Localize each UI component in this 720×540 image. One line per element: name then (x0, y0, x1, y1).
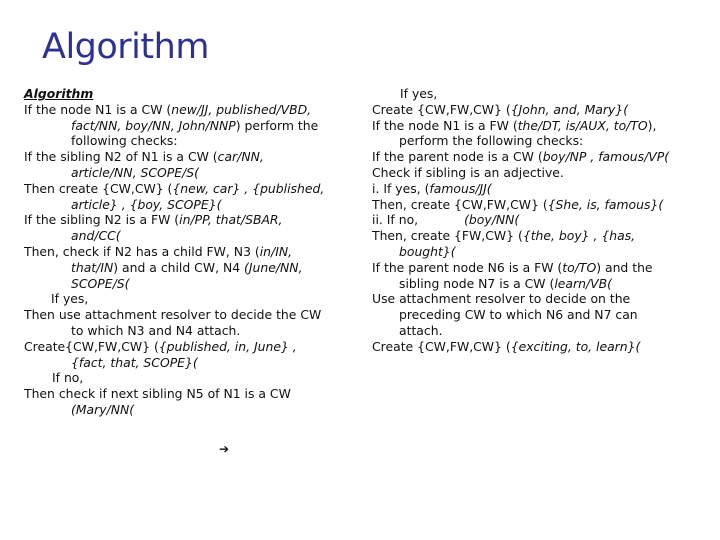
text-line: Then, check if N2 has a child FW, N3 (in/IN, (24, 243, 293, 259)
text-line: Create {CW,FW,CW} ({exciting, to, learn}( (372, 338, 641, 354)
right-column (372, 86, 697, 355)
text-line: If the parent node is a CW (boy/NP , famous/VP( (372, 149, 670, 165)
text-line: Create {CW,FW,CW} ({John, and, Mary}( (372, 101, 629, 117)
text-line: that/IN) and a child CW, N4 (June/NN, (71, 259, 303, 275)
text-line: If the node N1 is a CW (new/JJ, published/VBD, (24, 101, 312, 117)
right-arrow-icon: ➔ (219, 442, 230, 456)
text-line: (Mary/NN( (71, 401, 135, 417)
text-line: If the sibling N2 is a FW (in/PP, that/SBAR, (24, 212, 283, 228)
text-line: preceding CW to which N6 and N7 can (399, 307, 638, 323)
text-line: If yes, (51, 291, 89, 307)
text-line: Create{CW,FW,CW} ({published, in, June} , (24, 338, 297, 354)
text-line: Then create {CW,CW} ({new, car} , {published, (24, 180, 325, 196)
text-line: perform the following checks: (399, 133, 584, 149)
text-line: article/NN, SCOPE/S( (71, 164, 199, 180)
text-line: Then, create {FW,CW} ({the, boy} , {has, (372, 228, 636, 244)
slide-title: Algorithm (42, 27, 209, 67)
text-line: Then check if next sibling N5 of N1 is a CW (24, 386, 291, 402)
text-line: Use attachment resolver to decide on the (372, 291, 631, 307)
text-line: i. If yes, (famous/JJ( (372, 180, 492, 196)
text-line: If the node N1 is a FW (the/DT, is/AUX, to/TO), (372, 117, 657, 133)
text-line: If yes, (400, 86, 438, 101)
text-line: fact/NN, boy/NN, John/NNP) perform the (71, 117, 319, 133)
text-line: sibling node N7 is a CW (learn/VB( (399, 275, 612, 291)
text-line: If no, (52, 370, 84, 386)
text-line: and/CC( (71, 228, 121, 244)
text-line: article} , {boy, SCOPE}( (71, 196, 222, 212)
text-line: to which N3 and N4 attach. (71, 322, 241, 338)
text-line: {fact, that, SCOPE}( (71, 354, 198, 370)
text-line: If the parent node N6 is a FW (to/TO) and the (372, 259, 653, 275)
text-line: SCOPE/S( (71, 275, 130, 291)
text-line: Then, create {CW,FW,CW} ({She, is, famous}( (372, 196, 664, 212)
text-line: Check if sibling is an adjective. (372, 164, 564, 180)
text-line: attach. (399, 322, 443, 338)
text-line: following checks: (71, 133, 178, 149)
text-line: ii. If no, (boy/NN( (372, 212, 520, 228)
text-line: If the sibling N2 of N1 is a CW (car/NN, (24, 149, 264, 165)
left-column (24, 86, 354, 418)
text-line: Then use attachment resolver to decide the CW (24, 307, 322, 323)
algorithm-heading: Algorithm (24, 86, 94, 101)
text-line: bought}( (399, 243, 456, 259)
